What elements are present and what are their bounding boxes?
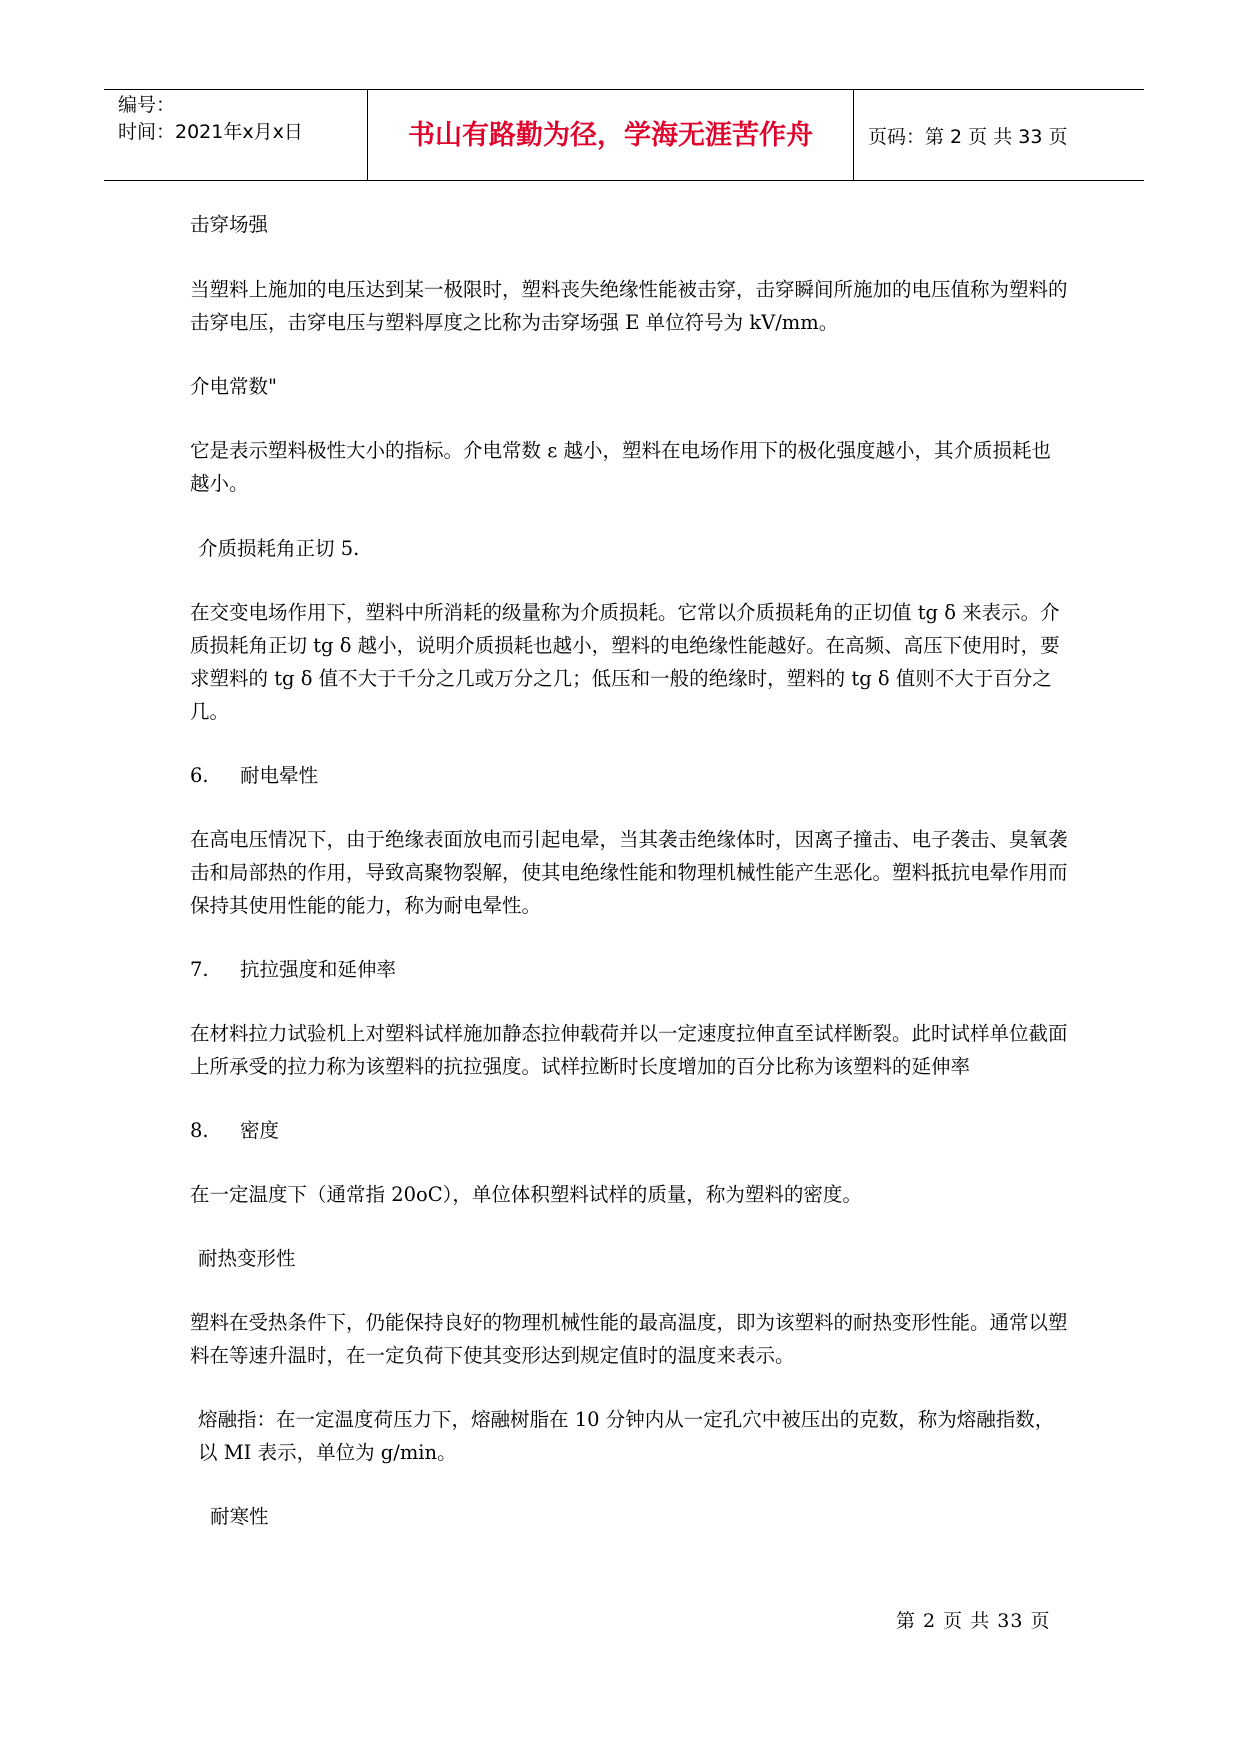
header-motto: 书山有路勤为径，学海无涯苦作舟 <box>408 120 813 151</box>
section-number: 6. <box>190 764 209 787</box>
section-heading-density <box>190 1114 1070 1147</box>
section-title-dielectric-constant: 介电常数" <box>190 375 277 398</box>
section-body-heat-deflection: 塑料在受热条件下，仍能保持良好的物理机械性能的最高温度，即为该塑料的耐热变形性能。通常以塑料在等速升温时，在一定负荷下使其变形达到规定值时的温度来表示。 <box>190 1311 1068 1367</box>
section-body-dielectric-constant: 它是表示塑料极性大小的指标。介电常数 ε 越小，塑料在电场作用下的极化强度越小，其介质损耗也越小。 <box>190 439 1051 495</box>
section-title-heat-deflection: 耐热变形性 <box>198 1247 296 1270</box>
section-title-density: 密度 <box>240 1119 280 1142</box>
header-page-code: 页码：第 2 页 共 33 页 <box>868 126 1068 148</box>
header-motto-cell <box>368 90 854 180</box>
section-body-corona-resistance: 在高电压情况下，由于绝缘表面放电而引起电晕，当其袭击绝缘体时，因离子撞击、电子袭击、臭氧袭击和局部热的作用，导致高聚物裂解，使其电绝缘性能和物理机械性能产生恶化。塑料抵抗电晕作用而保持其使用性能的能力，称为耐电晕性。 <box>190 828 1068 917</box>
page-footer: 第 2 页 共 33 页 <box>896 1610 1051 1632</box>
document-body <box>190 208 1070 1533</box>
section-body-tensile-strength: 在材料拉力试验机上对塑料试样施加静态拉伸载荷并以一定速度拉伸直至试样断裂。此时试样单位截面上所承受的拉力称为该塑料的抗拉强度。试样拉断时长度增加的百分比称为该塑料的延伸率 <box>190 1022 1068 1078</box>
section-body-melt-index: 熔融指：在一定温度荷压力下，熔融树脂在 10 分钟内从一定孔穴中被压出的克数，称为熔融指数，以 MI 表示，单位为 g/min。 <box>198 1408 1055 1464</box>
section-heading-corona-resistance <box>190 759 1070 792</box>
section-title-cold-resistance: 耐寒性 <box>210 1505 269 1528</box>
header-page-cell <box>854 90 1144 180</box>
document-number-label: 编号： <box>118 94 176 116</box>
section-body-density: 在一定温度下（通常指 20oC），单位体积塑料试样的质量，称为塑料的密度。 <box>190 1183 862 1206</box>
section-number: 8. <box>190 1119 209 1142</box>
section-title-corona-resistance: 耐电晕性 <box>240 764 319 787</box>
section-body-loss-tangent: 在交变电场作用下，塑料中所消耗的级量称为介质损耗。它常以介质损耗角的正切值 tg δ 来表示。介质损耗角正切 tg δ 越小，说明介质损耗也越小，塑料的电绝缘性能越好。在高频、高压下使用时，要求塑料的 tg δ 值不大于千分之几或万分之几；低压和一般的绝缘时，塑料的 tg δ 值则不大于百分之几。 <box>190 601 1060 723</box>
section-title-tensile-strength: 抗拉强度和延伸率 <box>240 958 397 981</box>
section-number: 7. <box>190 958 209 981</box>
document-time-label: 时间：2021年x月x日 <box>118 121 303 143</box>
section-body-breakdown-strength: 当塑料上施加的电压达到某一极限时，塑料丧失绝缘性能被击穿，击穿瞬间所施加的电压值称为塑料的击穿电压，击穿电压与塑料厚度之比称为击穿场强 E 单位符号为 kV/mm。 <box>190 278 1068 334</box>
section-heading-tensile-strength <box>190 953 1070 986</box>
section-title-loss-tangent: 介质损耗角正切 5. <box>198 537 360 560</box>
section-title-breakdown-strength: 击穿场强 <box>190 213 269 236</box>
header-info-cell <box>104 90 368 180</box>
document-header <box>104 89 1144 181</box>
